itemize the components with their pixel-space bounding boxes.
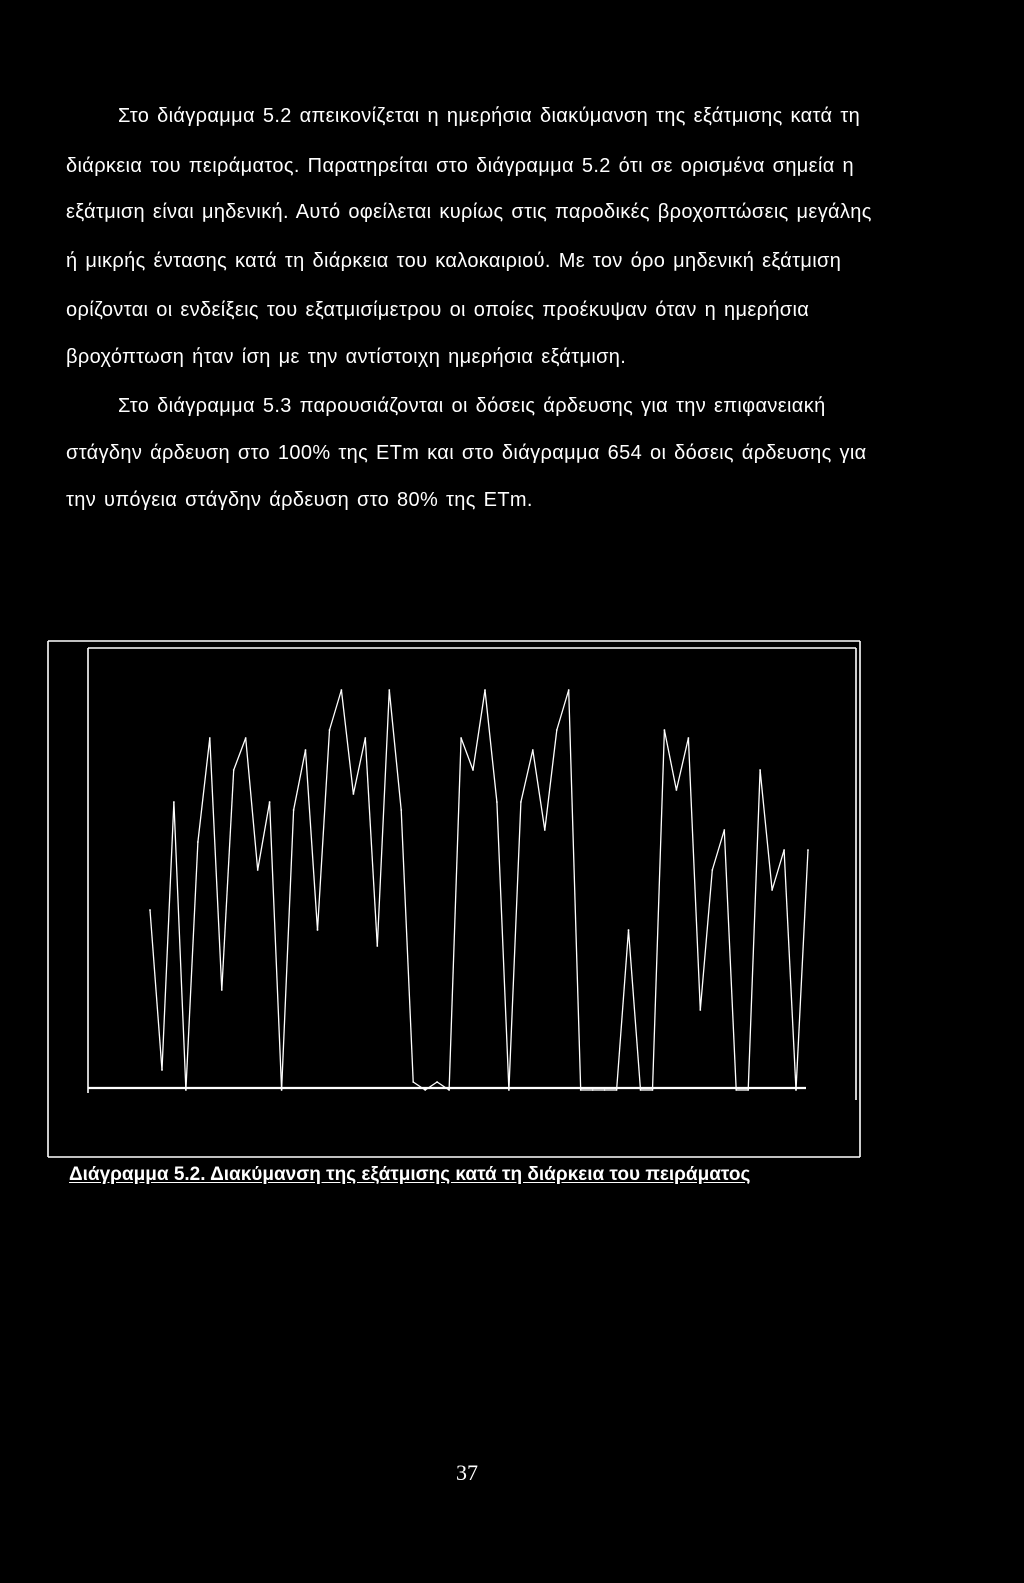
data-point [676,789,678,791]
series-segment [533,750,545,830]
series-segment [760,770,772,890]
data-point [472,769,474,771]
series-segment [174,802,186,1090]
paragraph-1-line-6: βροχόπτωση ήταν ίση με την αντίστοιχη ημερήσια εξάτμιση. [66,346,627,368]
data-point [711,869,713,871]
data-point [412,1081,414,1083]
data-point [233,769,235,771]
data-point [747,1089,749,1091]
data-point [281,1089,283,1091]
series-segment [330,690,342,730]
paragraph-1-line-5: ορίζονται οι ενδείξεις του εξατμισίμετρου οι οποίες προέκυψαν όταν η ημερήσια [66,299,810,321]
data-point [508,1089,510,1091]
data-point [424,1089,426,1091]
data-point [496,801,498,803]
paragraph-2-line-1: Στο διάγραμμα 5.3 παρουσιάζονται οι δόσεις άρδευσης για την επιφανειακή [118,395,826,417]
series-segment [473,690,485,770]
series-segment [497,802,509,1090]
series-segment [377,690,389,946]
data-point [580,1089,582,1091]
series-segment [724,830,736,1090]
series-segment [389,690,401,810]
data-point [688,737,690,739]
series-segment [449,738,461,1090]
series-segment [270,802,282,1090]
series-segment [198,738,210,842]
data-point [448,1089,450,1091]
series-segment [258,802,270,870]
series-segment [629,930,641,1090]
figure-caption: Διάγραμμα 5.2. Διακύμανση της εξάτμισης κατά τη διάρκεια του πειράματος [69,1164,751,1185]
data-point [795,1089,797,1091]
series-segment [210,738,222,990]
data-point [640,1089,642,1091]
data-point [245,737,247,739]
paragraph-1-line-2: διάρκεια του πειράματος. Παρατηρείται στο διάγραμμα 5.2 ότι σε ορισμένα σημεία η [66,155,855,177]
data-point [628,929,630,931]
series-segment [294,750,306,810]
data-point [436,1081,438,1083]
series-segment [222,770,234,990]
data-point [197,841,199,843]
series-segment [461,738,473,770]
series-segment [509,802,521,1090]
paragraph-2-line-3: την υπόγεια στάγδην άρδευση στο 80% της ETm. [66,489,533,511]
data-point [544,829,546,831]
data-point [807,849,809,851]
data-point [460,737,462,739]
series-segment [545,730,557,830]
data-point [388,689,390,691]
series-segment [676,738,688,790]
data-point [317,929,319,931]
paragraph-2-line-2: στάγδην άρδευση στο 100% της ETm και στο διάγραμμα 654 οι δόσεις άρδευσης για [66,442,867,464]
series-segment [150,910,162,1070]
series-segment [341,690,353,794]
paragraph-1-line-3: εξάτμιση είναι μηδενική. Αυτό οφείλεται κυρίως στις παροδικές βροχοπτώσεις μεγάλης [66,201,872,223]
data-point [185,1089,187,1091]
series-segment [748,770,760,1090]
series-segment [353,738,365,794]
data-point [364,737,366,739]
data-point [484,689,486,691]
data-point [520,801,522,803]
paragraph-1-line-4: ή μικρής έντασης κατά τη διάρκεια του καλοκαιριού. Με τον όρο μηδενική εξάτμιση [66,250,842,272]
series-segment [664,730,676,790]
data-point [664,729,666,731]
data-point [329,729,331,731]
series-segment [712,830,724,870]
series-segment [617,930,629,1090]
data-point [161,1069,163,1071]
series-segment [306,750,318,930]
series-segment [318,730,330,930]
series-segment [700,870,712,1010]
data-point [341,689,343,691]
series-segment [186,842,198,1090]
data-point [771,889,773,891]
data-point [173,801,175,803]
data-point [209,737,211,739]
series-segment [557,690,569,730]
data-point [257,869,259,871]
data-point [269,801,271,803]
data-point [735,1089,737,1091]
data-point [783,849,785,851]
data-point [568,689,570,691]
data-point [652,1089,654,1091]
chart-series-marks [149,689,809,1091]
series-segment [569,690,581,1090]
series-segment [246,738,258,870]
series-segment [234,738,246,770]
paragraph-1-line-1: Στο διάγραμμα 5.2 απεικονίζεται η ημερήσια διακύμανση της εξάτμισης κατά τη [118,105,861,127]
series-segment [653,730,665,1090]
data-point [353,793,355,795]
series-segment [365,738,377,946]
data-point [400,809,402,811]
series-segment [485,690,497,802]
series-segment [784,850,796,1090]
series-segment [688,738,700,1010]
data-point [699,1009,701,1011]
series-segment [282,810,294,1090]
data-point [221,989,223,991]
data-point [592,1089,594,1091]
series-segment [401,810,413,1082]
series-segment [772,850,784,890]
data-point [293,809,295,811]
data-point [723,829,725,831]
series-segment [162,802,174,1070]
series-segment [521,750,533,802]
series-segment [796,850,808,1090]
data-point [604,1089,606,1091]
data-point [759,769,761,771]
data-point [616,1089,618,1091]
data-point [556,729,558,731]
data-point [376,945,378,947]
page-number: 37 [456,1460,478,1485]
data-point [532,749,534,751]
data-point [305,749,307,751]
data-point [149,909,151,911]
